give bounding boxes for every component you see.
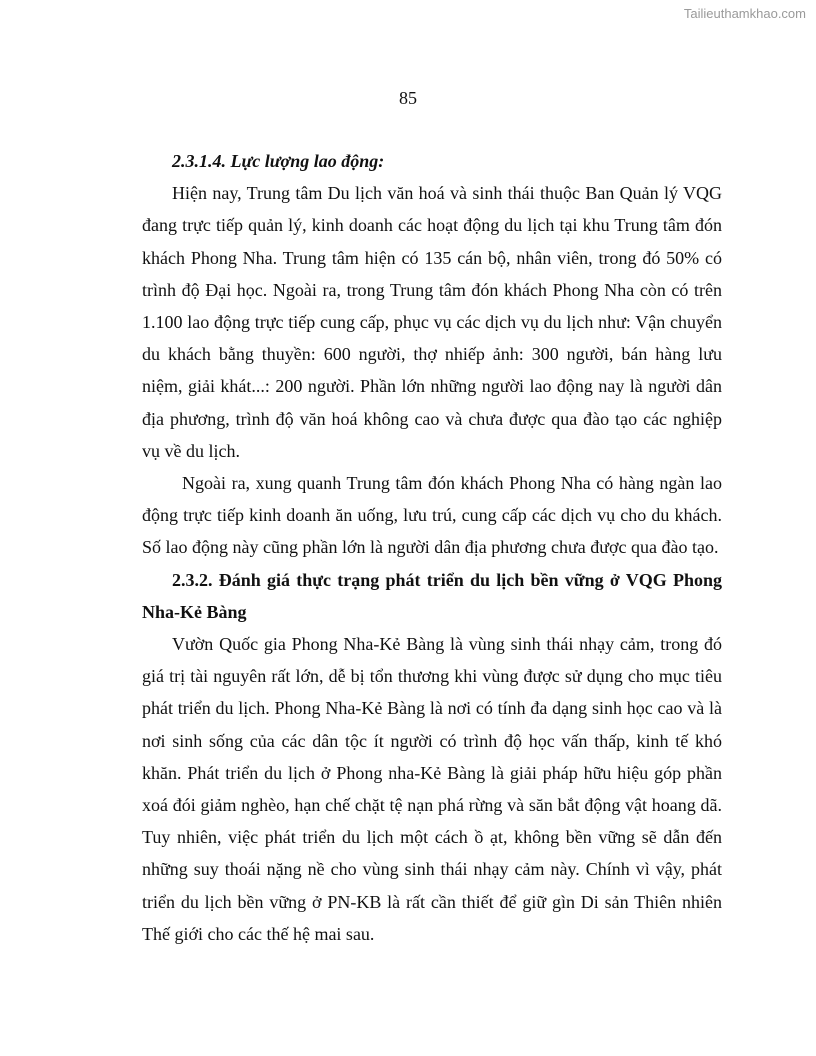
section-heading-labor-force: 2.3.1.4. Lực lượng lao động: (172, 151, 385, 171)
paragraph-labor-2: Ngoài ra, xung quanh Trung tâm đón khách Phong Nha có hàng ngàn lao động trực tiếp kinh doanh ăn uống, lưu trú, cung cấp các dịch vụ cho du khách. Số lao động này cũng phần lớn là người dân địa phương chưa được qua đào tạo. (142, 473, 722, 558)
page-number: 85 (399, 88, 417, 108)
watermark: Tailieuthamkhao.com (683, 6, 806, 21)
paragraph-assessment: Vườn Quốc gia Phong Nha-Kẻ Bàng là vùng sinh thái nhạy cảm, trong đó giá trị tài nguyên rất lớn, dễ bị tổn thương khi vùng được sử dụng cho mục tiêu phát triển du lịch. Phong Nha-Kẻ Bàng là nơi có tính đa dạng sinh học cao và là nơi sinh sống của các dân tộc ít người có trình độ học vấn thấp, kinh tế khó khăn. Phát triển du lịch ở Phong nha-Kẻ Bàng là giải pháp hữu hiệu góp phần xoá đói giảm nghèo, hạn chế chặt tệ nạn phá rừng và săn bắt động vật hoang dã. Tuy nhiên, việc phát triển du lịch một cách ồ ạt, không bền vững sẽ dẫn đến những suy thoái nặng nề cho vùng sinh thái nhạy cảm này. Chính vì vậy, phát triển du lịch bền vững ở PN-KB là rất cần thiết để giữ gìn Di sản Thiên nhiên Thế giới cho các thế hệ mai sau. (142, 634, 722, 944)
section-heading-assessment: 2.3.2. Đánh giá thực trạng phát triển du lịch bền vững ở VQG Phong Nha-Kẻ Bàng (142, 569, 722, 622)
paragraph-labor-1: Hiện nay, Trung tâm Du lịch văn hoá và sinh thái thuộc Ban Quản lý VQG đang trực tiếp quản lý, kinh doanh các hoạt động du lịch tại khu Trung tâm đón khách Phong Nha. Trung tâm hiện có 135 cán bộ, nhân viên, trong đó 50% có trình độ Đại học. Ngoài ra, trong Trung tâm đón khách Phong Nha còn có trên 1.100 lao động trực tiếp cung cấp, phục vụ các dịch vụ du lịch như: Vận chuyển du khách bằng thuyền: 600 người, thợ nhiếp ảnh: 300 người, bán hàng lưu niệm, giải khát...: 200 người. Phần lớn những người lao động nay là người dân địa phương, trình độ văn hoá không cao và chưa được qua đào tạo các nghiệp vụ về du lịch. (142, 183, 722, 461)
document-body (142, 145, 722, 950)
